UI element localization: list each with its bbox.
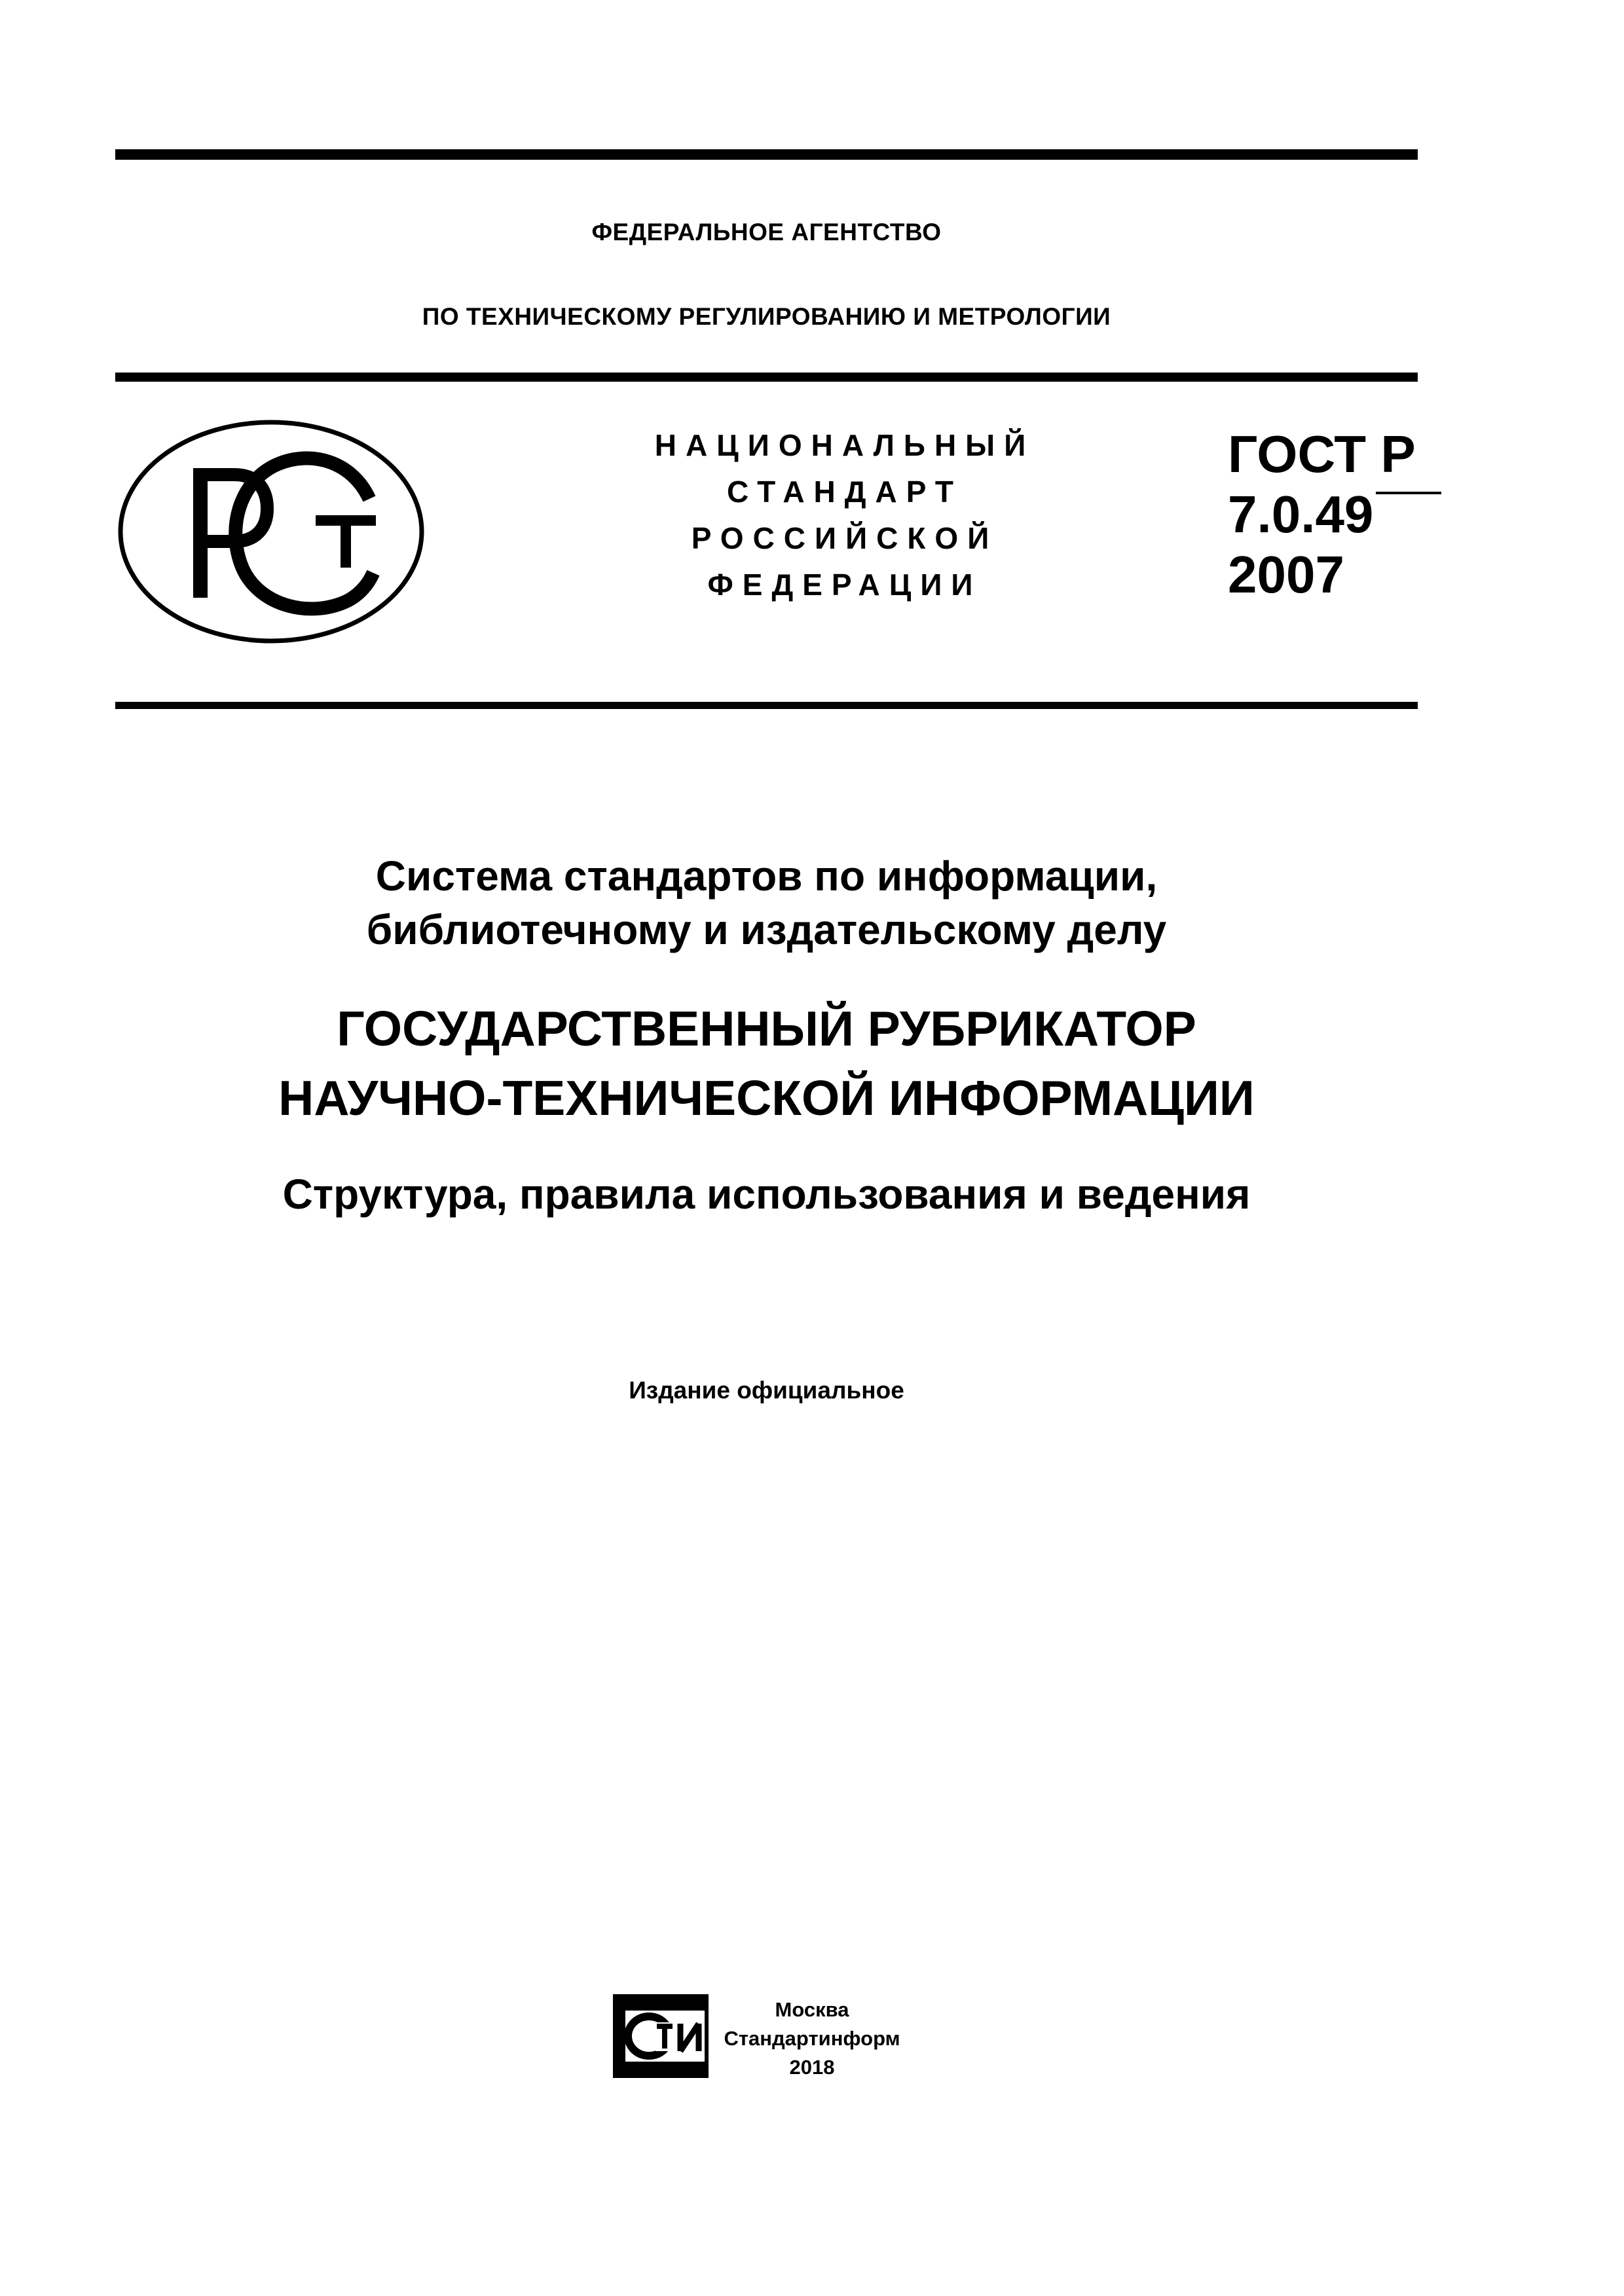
bottom-rule (115, 702, 1418, 709)
agency-name-line-1: ФЕДЕРАЛЬНОЕ АГЕНТСТВО (591, 219, 942, 246)
imprint-city: Москва (775, 1998, 849, 2021)
standard-type-block (589, 422, 1100, 608)
standard-type-line-4: ФЕДЕРАЦИИ (707, 568, 982, 602)
standard-type-line-1: НАЦИОНАЛЬНЫЙ (654, 428, 1035, 462)
document-title-line-1: ГОСУДАРСТВЕННЫЙ РУБРИКАТОР (337, 1001, 1196, 1056)
gost-number: 7.0.49 (1228, 485, 1374, 543)
gost-dash (1376, 492, 1441, 494)
agency-name-line-2: ПО ТЕХНИЧЕСКОМУ РЕГУЛИРОВАНИЮ И МЕТРОЛОГИИ (422, 303, 1111, 330)
gost-designation (1228, 424, 1441, 605)
middle-rule (115, 373, 1418, 382)
document-title-line-2: НАУЧНО-ТЕХНИЧЕСКОЙ ИНФОРМАЦИИ (278, 1070, 1255, 1125)
standard-type-line-3: РОССИЙСКОЙ (691, 521, 999, 555)
edition-note: Издание официальное (629, 1377, 904, 1404)
document-title (115, 994, 1418, 1133)
gost-prefix: ГОСТ Р (1228, 425, 1416, 483)
document-subtitle: Структура, правила использования и ведения (282, 1171, 1251, 1218)
top-rule (115, 149, 1418, 160)
imprint-year: 2018 (789, 2056, 835, 2079)
series-title-line-1: Система стандартов по информации, (375, 852, 1158, 900)
rst-conformity-mark-icon (115, 417, 430, 646)
gost-number-row (1228, 484, 1441, 545)
series-title (115, 849, 1418, 957)
standartinform-logo-icon (612, 1994, 709, 2079)
imprint-block (720, 1995, 904, 2082)
gost-year: 2007 (1228, 545, 1344, 604)
series-title-line-2: библиотечному и издательскому делу (366, 906, 1167, 953)
imprint-publisher: Стандартинформ (724, 2027, 900, 2050)
standard-type-line-2: СТАНДАРТ (727, 475, 963, 509)
